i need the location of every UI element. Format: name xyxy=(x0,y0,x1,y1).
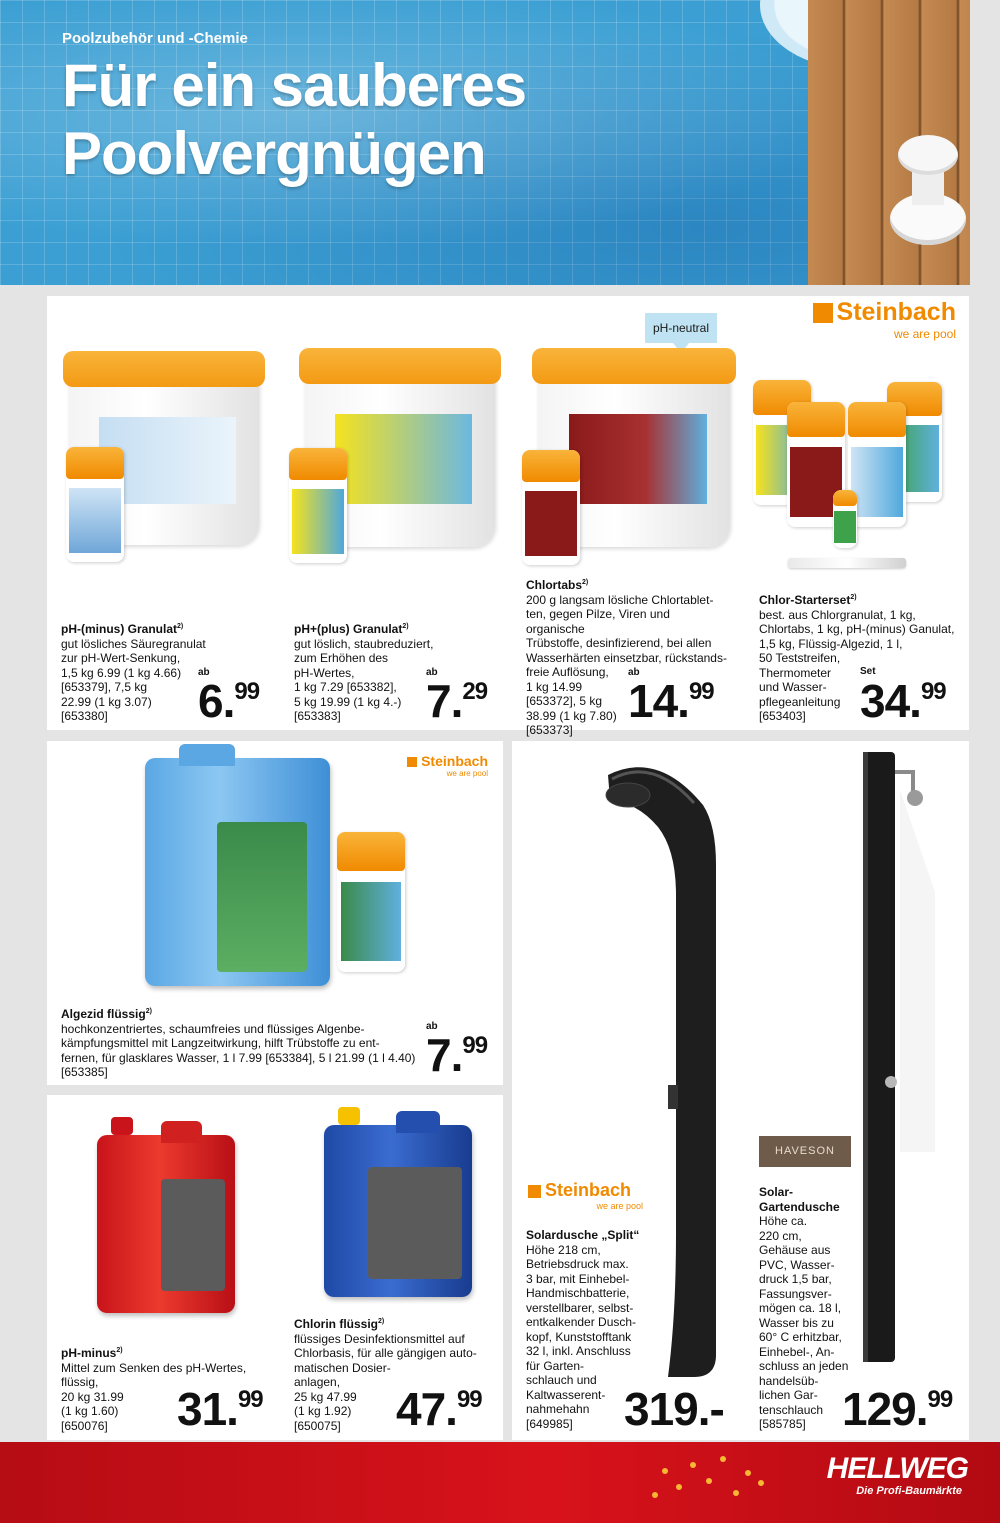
header-subtitle: Poolzubehör und -Chemie xyxy=(62,30,248,47)
ph-minus-fluessig-price: 31.99 xyxy=(177,1383,263,1435)
hellweg-logo[interactable]: HELLWEG xyxy=(826,1452,968,1485)
chlorin-fluessig-desc: Chlorin flüssig$^{2)}$ flüssiges Desinfektionsmittel auf Chlorbasis, für alle gängigen auto- matischen Dosier- anlagen, 25 kg 47.99 (1 kg 1.92) [650075] xyxy=(294,1317,477,1433)
ph-neutral-badge: pH-neutral xyxy=(645,313,717,343)
starterset-small-bottle-image xyxy=(833,490,857,548)
header-title-line1: Für ein sauberes xyxy=(62,52,527,119)
solar-gartendusche-image xyxy=(855,752,935,1367)
ph-minus-fluessig-desc: pH-minus$^{2)}$ Mittel zum Senken des pH-Wertes, flüssig, 20 kg 31.99 (1 kg 1.60) [650076] xyxy=(61,1346,247,1433)
steinbach-logo-shower: Steinbach we are pool xyxy=(528,1180,643,1211)
algezid-canister-image xyxy=(145,758,330,986)
ph-minus-granulat-price: 6.99 xyxy=(198,675,260,727)
ph-plus-granulat-ab: ab xyxy=(426,667,438,678)
ph-minus-granulat-desc: pH-(minus) Granulat$^{2)}$ gut lösliches Säuregranulat zur pH-Wert-Senkung, 1,5 kg 6.99 (1 kg 4.66) [653379], 7,5 kg 22.99 (1 kg 3.07) [653380] xyxy=(61,622,206,723)
algezid-jar-image xyxy=(337,832,405,972)
steinbach-logo-algezid: Steinbach we are pool xyxy=(396,753,488,778)
chlorin-canister-image xyxy=(324,1125,472,1297)
white-spool-image xyxy=(890,135,966,245)
solar-gartendusche-price: 129.99 xyxy=(842,1383,953,1435)
header-title xyxy=(62,52,526,188)
ph-plus-granulat-price: 7.29 xyxy=(426,675,488,727)
steinbach-logo: Steinbach we are pool xyxy=(790,298,956,341)
ph-minus-granulat-ab: ab xyxy=(198,667,210,678)
solardusche-split-price: 319.- xyxy=(624,1383,724,1435)
chlor-starterset-desc: Chlor-Starterset$^{2)}$ best. aus Chlorgranulat, 1 kg, Chlortabs, 1 kg, pH-(minus) Ganulat, 1,5 kg, Flüssig-Algezid, 1 l, 50 Teststreifen, Thermometer und Wasser- pflegeanleitung [653403] xyxy=(759,593,955,723)
header-banner xyxy=(0,0,1000,285)
ph-plus-granulat-desc: pH+(plus) Granulat$^{2)}$ gut löslich, staubreduziert, zum Erhöhen des pH-Wertes, 1 kg 7.29 [653382], 5 kg 19.99 (1 kg 4.-) [653383] xyxy=(294,622,434,723)
solardusche-split-desc: Solardusche „Split“ Höhe 218 cm, Betriebsdruck max. 3 bar, mit Einhebel- Handmischbatterie, verstellbarer, selbst- entkalkender Dusch- kopf, Kunststofftank 32 l, inkl. Anschluss für Garten- schlauch und Kaltwasserent- nahmehahn [649985] xyxy=(526,1228,640,1431)
ph-plus-jar-image xyxy=(289,448,347,563)
ph-minus-jar-image xyxy=(66,447,124,562)
chlortabs-jar-image xyxy=(522,450,580,565)
algezid-ab: ab xyxy=(426,1021,438,1032)
chlor-starterset-set-label: Set xyxy=(860,666,876,677)
haveson-logo: HAVESON xyxy=(759,1136,851,1167)
solar-gartendusche-desc: Solar- Gartendusche Höhe ca. 220 cm, Gehäuse aus PVC, Wasser- druck 1,5 bar, Fassungsver- mögen ca. 18 l, Wasser bis zu 60° C erhitzbar, Einhebel-, An- schluss an jeden handelsüb- lichen Gar- tenschlauch [585785] xyxy=(759,1185,849,1431)
chlor-starterset-price: 34.99 xyxy=(860,675,946,727)
thermometer-image xyxy=(788,558,906,568)
chlortabs-price: 14.99 xyxy=(628,675,714,727)
chlortabs-ab: ab xyxy=(628,667,640,678)
header-title-line2: Poolvergnügen xyxy=(62,120,486,187)
chlortabs-desc: Chlortabs$^{2)}$ 200 g langsam lösliche Chlortablet- ten, gegen Pilze, Viren und organische Trübstoffe, desinfizierend, bei allen Wasserhärten einsetzbar, rückstands- freie Auflösung, 1 kg 14.99 [653372], 5 kg 38.99 (1 kg 7.80) [653373] xyxy=(526,578,727,737)
hellweg-tagline: Die Profi-Baumärkte xyxy=(856,1485,962,1497)
chlorin-fluessig-price: 47.99 xyxy=(396,1383,482,1435)
algezid-desc: Algezid flüssig$^{2)}$ hochkonzentriertes, schaumfreies und flüssiges Algenbe- kämpfungsmittel mit Langzeitwirkung, hilft Trübstoffe zu ent- fernen, für glasklares Wasser, 1 l 7.99 [653384], 5 l 21.99 (1 l 4.40) [653385] xyxy=(61,1007,416,1079)
algezid-price: 7.99 xyxy=(426,1029,488,1081)
ph-minus-canister-image xyxy=(97,1135,235,1313)
